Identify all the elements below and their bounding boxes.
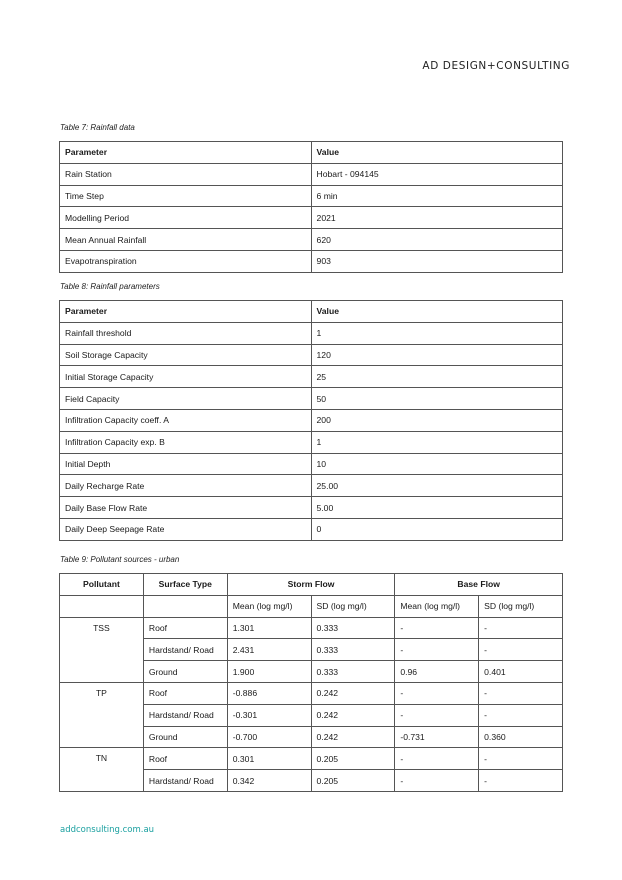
- rainfall-data-table: [59, 141, 563, 273]
- storm-mean-cell: 2.431: [227, 639, 311, 661]
- surface-type-cell: Ground: [143, 661, 227, 683]
- rainfall-parameters-table: [59, 300, 563, 541]
- base-mean-cell: -: [395, 770, 479, 792]
- company-logo: AD DESIGN+CONSULTING: [422, 60, 570, 72]
- value-cell: 2021: [311, 207, 562, 229]
- storm-sd-cell: 0.333: [311, 617, 395, 639]
- table-row: [60, 388, 563, 410]
- storm-sd-cell: 0.205: [311, 748, 395, 770]
- parameter-cell: Rain Station: [60, 163, 312, 185]
- table7-caption: Table 7: Rainfall data: [60, 123, 135, 132]
- header-surface-type: Surface Type: [143, 574, 227, 596]
- table-row: [60, 475, 563, 497]
- table-row: [60, 250, 563, 272]
- storm-sd-cell: 0.333: [311, 639, 395, 661]
- table-row: [60, 229, 563, 251]
- storm-mean-cell: 1.900: [227, 661, 311, 683]
- table-row: [60, 344, 563, 366]
- value-cell: 10: [311, 453, 562, 475]
- subheader-base-sd: SD (log mg/l): [479, 595, 563, 617]
- subheader-empty: [143, 595, 227, 617]
- surface-type-cell: Hardstand/ Road: [143, 639, 227, 661]
- value-cell: 0: [311, 518, 562, 540]
- storm-sd-cell: 0.242: [311, 704, 395, 726]
- table-row: [60, 207, 563, 229]
- storm-mean-cell: -0.301: [227, 704, 311, 726]
- subheader-empty: [60, 595, 144, 617]
- value-cell: 6 min: [311, 185, 562, 207]
- value-cell: Hobart - 094145: [311, 163, 562, 185]
- storm-sd-cell: 0.242: [311, 726, 395, 748]
- base-mean-cell: -: [395, 682, 479, 704]
- storm-mean-cell: 0.301: [227, 748, 311, 770]
- storm-mean-cell: -0.700: [227, 726, 311, 748]
- parameter-cell: Infiltration Capacity coeff. A: [60, 409, 312, 431]
- header-pollutant: Pollutant: [60, 574, 144, 596]
- header-value: Value: [311, 301, 562, 323]
- parameter-cell: Evapotranspiration: [60, 250, 312, 272]
- base-sd-cell: -: [479, 770, 563, 792]
- table-header-row: [60, 574, 563, 596]
- base-sd-cell: -: [479, 682, 563, 704]
- parameter-cell: Daily Deep Seepage Rate: [60, 518, 312, 540]
- surface-type-cell: Roof: [143, 748, 227, 770]
- base-mean-cell: -0.731: [395, 726, 479, 748]
- table-header-row: [60, 301, 563, 323]
- table-row: [60, 453, 563, 475]
- pollutant-cell: TN: [60, 748, 144, 792]
- value-cell: 25.00: [311, 475, 562, 497]
- value-cell: 120: [311, 344, 562, 366]
- header-storm-flow: Storm Flow: [227, 574, 395, 596]
- parameter-cell: Daily Base Flow Rate: [60, 497, 312, 519]
- parameter-cell: Infiltration Capacity exp. B: [60, 431, 312, 453]
- parameter-cell: Field Capacity: [60, 388, 312, 410]
- surface-type-cell: Hardstand/ Road: [143, 770, 227, 792]
- table-header-row: [60, 142, 563, 164]
- table-row: [60, 748, 563, 770]
- table-row: [60, 163, 563, 185]
- surface-type-cell: Hardstand/ Road: [143, 704, 227, 726]
- parameter-cell: Soil Storage Capacity: [60, 344, 312, 366]
- header-parameter: Parameter: [60, 301, 312, 323]
- value-cell: 903: [311, 250, 562, 272]
- table8-caption: Table 8: Rainfall parameters: [60, 282, 160, 291]
- value-cell: 5.00: [311, 497, 562, 519]
- base-mean-cell: -: [395, 704, 479, 726]
- footer-website: addconsulting.com.au: [60, 825, 155, 835]
- pollutant-cell: TP: [60, 682, 144, 747]
- value-cell: 1: [311, 322, 562, 344]
- table-row: [60, 518, 563, 540]
- parameter-cell: Initial Depth: [60, 453, 312, 475]
- subheader-storm-sd: SD (log mg/l): [311, 595, 395, 617]
- base-sd-cell: -: [479, 617, 563, 639]
- parameter-cell: Rainfall threshold: [60, 322, 312, 344]
- table9-caption: Table 9: Pollutant sources - urban: [60, 555, 180, 564]
- parameter-cell: Mean Annual Rainfall: [60, 229, 312, 251]
- storm-mean-cell: 0.342: [227, 770, 311, 792]
- storm-sd-cell: 0.242: [311, 682, 395, 704]
- value-cell: 620: [311, 229, 562, 251]
- value-cell: 25: [311, 366, 562, 388]
- base-sd-cell: 0.401: [479, 661, 563, 683]
- table-subheader-row: [60, 595, 563, 617]
- value-cell: 50: [311, 388, 562, 410]
- table-row: [60, 617, 563, 639]
- base-sd-cell: 0.360: [479, 726, 563, 748]
- base-sd-cell: -: [479, 748, 563, 770]
- value-cell: 200: [311, 409, 562, 431]
- parameter-cell: Modelling Period: [60, 207, 312, 229]
- table-row: [60, 366, 563, 388]
- base-sd-cell: -: [479, 704, 563, 726]
- header-parameter: Parameter: [60, 142, 312, 164]
- base-mean-cell: -: [395, 617, 479, 639]
- surface-type-cell: Roof: [143, 682, 227, 704]
- table-row: [60, 497, 563, 519]
- parameter-cell: Time Step: [60, 185, 312, 207]
- value-cell: 1: [311, 431, 562, 453]
- storm-sd-cell: 0.333: [311, 661, 395, 683]
- parameter-cell: Daily Recharge Rate: [60, 475, 312, 497]
- storm-sd-cell: 0.205: [311, 770, 395, 792]
- base-mean-cell: -: [395, 639, 479, 661]
- table-row: [60, 185, 563, 207]
- header-base-flow: Base Flow: [395, 574, 563, 596]
- table-row: [60, 431, 563, 453]
- table-row: [60, 409, 563, 431]
- parameter-cell: Initial Storage Capacity: [60, 366, 312, 388]
- pollutant-sources-table: [59, 573, 563, 792]
- table-row: [60, 322, 563, 344]
- subheader-base-mean: Mean (log mg/l): [395, 595, 479, 617]
- surface-type-cell: Roof: [143, 617, 227, 639]
- table-row: [60, 682, 563, 704]
- header-value: Value: [311, 142, 562, 164]
- base-mean-cell: -: [395, 748, 479, 770]
- storm-mean-cell: -0.886: [227, 682, 311, 704]
- storm-mean-cell: 1.301: [227, 617, 311, 639]
- pollutant-cell: TSS: [60, 617, 144, 682]
- subheader-storm-mean: Mean (log mg/l): [227, 595, 311, 617]
- base-sd-cell: -: [479, 639, 563, 661]
- surface-type-cell: Ground: [143, 726, 227, 748]
- base-mean-cell: 0.96: [395, 661, 479, 683]
